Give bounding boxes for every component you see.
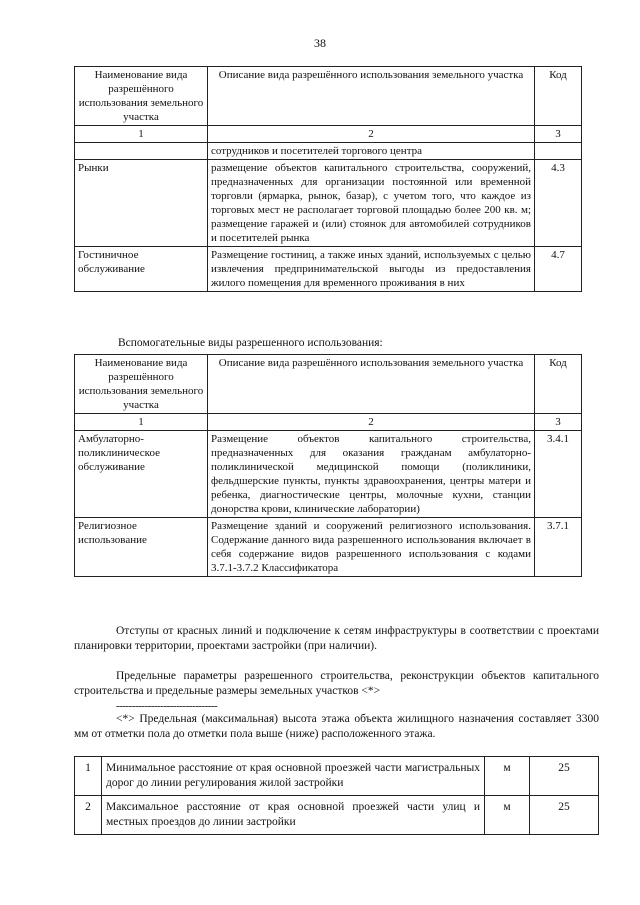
table-row xyxy=(75,247,582,292)
unit-cell: м xyxy=(485,757,530,796)
code-cell: 4.3 xyxy=(535,160,582,247)
table-row xyxy=(75,796,599,835)
setbacks-paragraph: Отступы от красных линий и подключение к сетям инфраструктуры в соответствии с проектами планировки территории, проектами застройки (при наличии). xyxy=(74,625,599,652)
index-cell: 3 xyxy=(535,126,582,143)
value-cell: 25 xyxy=(530,796,599,835)
header-description: Описание вида разрешённого использования земельного участка xyxy=(208,67,535,126)
index-cell: 1 xyxy=(75,126,208,143)
index-cell: 3 xyxy=(535,414,582,431)
table-row xyxy=(75,431,582,518)
header-code: Код xyxy=(535,67,582,126)
index-cell: 1 xyxy=(75,414,208,431)
auxiliary-uses-caption: Вспомогательные виды разрешенного использования: xyxy=(118,337,383,349)
description-cell: Размещение зданий и сооружений религиозного использования. Содержание данного вида разрешенного использования включает в себя содержание видов разрешенного использования с кодами 3.7.1-3.7.2 Классификатора xyxy=(208,518,535,577)
name-cell: Гостиничное обслуживание xyxy=(75,247,208,292)
row-number: 2 xyxy=(75,796,102,835)
code-cell: 4.7 xyxy=(535,247,582,292)
limits-paragraph: Предельные параметры разрешенного строительства, реконструкции объектов капитального строительства и предельные размеры земельных участков <*> xyxy=(74,670,599,697)
page-number: 38 xyxy=(314,36,326,50)
description-cell: Размещение объектов капитального строительства, предназначенных для оказания гражданам амбулаторно-поликлинической медицинской помощи (поликлиники, фельдшерские пункты, пункты здравоохранения, центры матери и ребенка, диагностические центры, молочные кухни, станции донорства крови, клинические лаборатории) xyxy=(208,431,535,518)
unit-cell: м xyxy=(485,796,530,835)
header-name: Наименование вида разрешённого использования земельного участка xyxy=(75,67,208,126)
table-row xyxy=(75,757,599,796)
description-cell: Размещение гостиниц, а также иных зданий, используемых с целью извлечения предпринимательской выгоды из предоставления жилого помещения для временного проживания в них xyxy=(208,247,535,292)
parameter-text: Максимальное расстояние от края основной проезжей части улиц и местных проездов до линии застройки xyxy=(102,796,485,835)
main-uses-table xyxy=(74,66,582,292)
name-cell: Рынки xyxy=(75,160,208,247)
index-cell: 2 xyxy=(208,414,535,431)
name-cell: Религиозное использование xyxy=(75,518,208,577)
row-number: 1 xyxy=(75,757,102,796)
description-cell: размещение объектов капитального строительства, сооружений, предназначенных для организации постоянной или временной торговли (ярмарка, рынок, базар), с учетом того, что каждое из торговых мест не располагает торговой площадью более 200 кв. м; размещение гаражей и (или) стоянок для автомобилей сотрудников и посетителей рынка xyxy=(208,160,535,247)
header-description: Описание вида разрешённого использования земельного участка xyxy=(208,355,535,414)
table-row xyxy=(75,160,582,247)
table-row xyxy=(75,143,582,160)
code-cell: 3.7.1 xyxy=(535,518,582,577)
description-cell: сотрудников и посетителей торгового центра xyxy=(208,143,535,160)
name-cell xyxy=(75,143,208,160)
header-name: Наименование вида разрешённого использования земельного участка xyxy=(75,355,208,414)
table-header-row xyxy=(75,355,582,414)
table-header-row xyxy=(75,67,582,126)
code-cell xyxy=(535,143,582,160)
parameter-text: Минимальное расстояние от края основной проезжей части магистральных дорог до линии регулирования жилой застройки xyxy=(102,757,485,796)
code-cell: 3.4.1 xyxy=(535,431,582,518)
parameters-table xyxy=(74,756,599,835)
header-code: Код xyxy=(535,355,582,414)
value-cell: 25 xyxy=(530,757,599,796)
index-cell: 2 xyxy=(208,126,535,143)
footnote-separator: -------------------------------- xyxy=(116,700,218,712)
table-row xyxy=(75,518,582,577)
footnote-text: <*> Предельная (максимальная) высота этажа объекта жилищного назначения составляет 3300 мм от отметки пола до отметки пола выше (ниже) расположенного этажа. xyxy=(74,713,599,740)
auxiliary-uses-table xyxy=(74,354,582,577)
name-cell: Амбулаторно-поликлиническое обслуживание xyxy=(75,431,208,518)
table-index-row xyxy=(75,414,582,431)
table-index-row xyxy=(75,126,582,143)
